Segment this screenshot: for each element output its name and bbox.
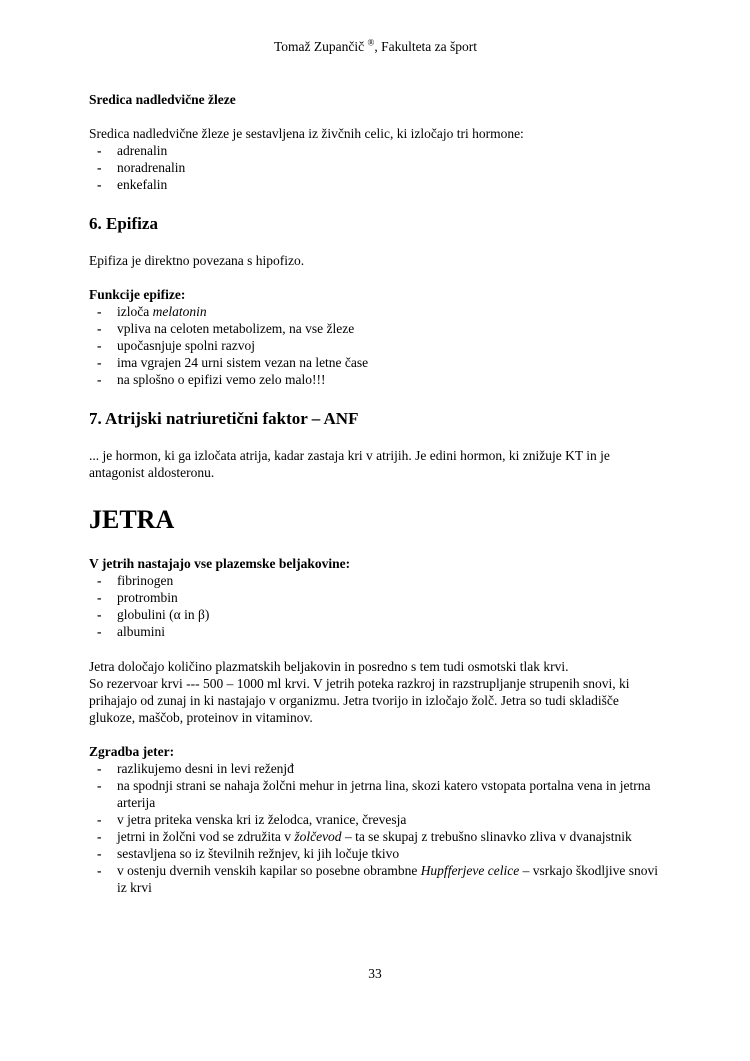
list-item-text: vpliva na celoten metabolizem, na vse žleze [117,321,355,336]
paragraph-jetra-body [89,658,662,726]
list-item-text-plain: – ta se skupaj z trebušno slinavko zliva v dvanajstnik [341,829,632,844]
bullet-marker: - [97,624,102,639]
list-item [89,176,662,193]
list-item-text: v jetra priteka venska kri iz želodca, vranice, črevesja [117,812,407,827]
header-author: Tomaž Zupančič [273,39,368,54]
bullet-marker: - [97,160,102,175]
paragraph-sredica-intro: Sredica nadledvične žleze je sestavljena iz živčnih celic, ki izločajo tri hormone: [89,126,524,141]
list-item-text: na splošno o epifizi vemo zelo malo!!! [117,372,326,387]
label-plazemske-beljakovine: V jetrih nastajajo vse plazemske beljakovine: [89,556,351,571]
list-item [89,623,662,640]
list-item-text: ima vgrajen 24 urni sistem vezan na letne čase [117,355,369,370]
list-item [89,320,662,337]
list-item-text: protrombin [117,590,178,605]
list-item [89,862,662,896]
page-number: 33 [368,966,382,981]
list-item-text: enkefalin [117,177,168,192]
list-epifiza-functions [89,303,662,388]
list-item-text: noradrenalin [117,160,186,175]
list-item [89,811,662,828]
bullet-marker: - [97,590,102,605]
list-item-text-plain: – vsrkajo škodljive snovi iz krvi [117,863,659,895]
heading-epifiza: 6. Epifiza [89,214,158,233]
label-zgradba-jeter: Zgradba jeter: [89,744,175,759]
list-item-text: adrenalin [117,143,168,158]
list-item [89,159,662,176]
paragraph-jetra-rest: So rezervoar krvi --- 500 – 1000 ml krvi. V jetrih poteka razkroj in razstrupljanje strupenih snovi, ki prihajajo od zunaj in ki nastajajo v organizmu. Jetra tvorijo in izločajo žolč. Jetra so tudi skladišče glukoze, maščob, proteinov in vitaminov. [89,676,630,725]
list-sredica [89,142,662,193]
bullet-marker: - [97,812,102,827]
list-item-text: fibrinogen [117,573,174,588]
list-item-text-plain: v ostenju dvernih venskih kapilar so posebne obrambne [117,863,421,878]
italic-term-zolcevod: žolčevod [294,829,342,844]
label-funkcije-epifize: Funkcije epifize: [89,287,186,302]
list-item-text-plain: jetrni in žolčni vod se združita v [117,829,295,844]
bullet-marker: - [97,761,102,776]
paragraph-jetra-line1: Jetra določajo količino plazmatskih beljakovin in posredno s tem tudi osmotski tlak krvi. [89,659,569,674]
section-title-sredica: Sredica nadledvične žleze [89,92,236,107]
list-item [89,354,662,371]
bullet-marker: - [97,355,102,370]
list-zgradba-jeter [89,760,662,896]
list-item [89,777,662,811]
bullet-marker: - [97,778,102,793]
list-item [89,828,662,845]
paragraph-anf: ... je hormon, ki ga izločata atrija, kadar zastaja kri v atrijih. Je edini hormon, ki znižuje KT in je antagonist aldosteronu. [89,448,610,480]
list-item-text: upočasnjuje spolni razvoj [117,338,255,353]
heading-anf: 7. Atrijski natriuretični faktor – ANF [89,409,359,428]
list-item-text: albumini [117,624,165,639]
list-item [89,589,662,606]
header-affiliation: , Fakulteta za šport [374,39,478,54]
bullet-marker: - [97,573,102,588]
bullet-marker: - [97,143,102,158]
list-item-text [117,862,662,896]
italic-term-melatonin: melatonin [152,304,207,319]
bullet-marker: - [97,372,102,387]
list-item-text: razlikujemo desni in levi reženjđ [117,761,294,776]
italic-term-hupfferjeve-celice: Hupfferjeve celice [420,863,520,878]
bullet-marker: - [97,177,102,192]
bullet-marker: - [97,607,102,622]
registered-mark-icon: ® [367,37,375,48]
bullet-marker: - [97,338,102,353]
list-item [89,845,662,862]
list-item [89,142,662,159]
bullet-marker: - [97,321,102,336]
list-item-text [117,303,662,320]
list-item-text: sestavljena so iz številnih režnjev, ki jih ločuje tkivo [117,846,400,861]
list-item [89,303,662,320]
bullet-marker: - [97,863,102,878]
bullet-marker: - [97,829,102,844]
list-item [89,371,662,388]
bullet-marker: - [97,846,102,861]
heading-jetra: JETRA [89,505,175,534]
paragraph-epifiza-intro: Epifiza je direktno povezana s hipofizo. [89,253,305,268]
list-item [89,760,662,777]
list-item [89,337,662,354]
page-header [89,38,662,55]
list-item [89,572,662,589]
list-item-text: na spodnji strani se nahaja žolčni mehur in jetrna lina, skozi katero vstopata portalna vena in jetrna arterija [117,778,651,810]
bullet-marker: - [97,304,102,319]
list-item [89,606,662,623]
list-item-text [117,828,662,845]
list-item-text-plain: izloča [117,304,153,319]
list-item-text: globulini (α in β) [117,607,210,622]
list-jetra-proteins [89,572,662,640]
